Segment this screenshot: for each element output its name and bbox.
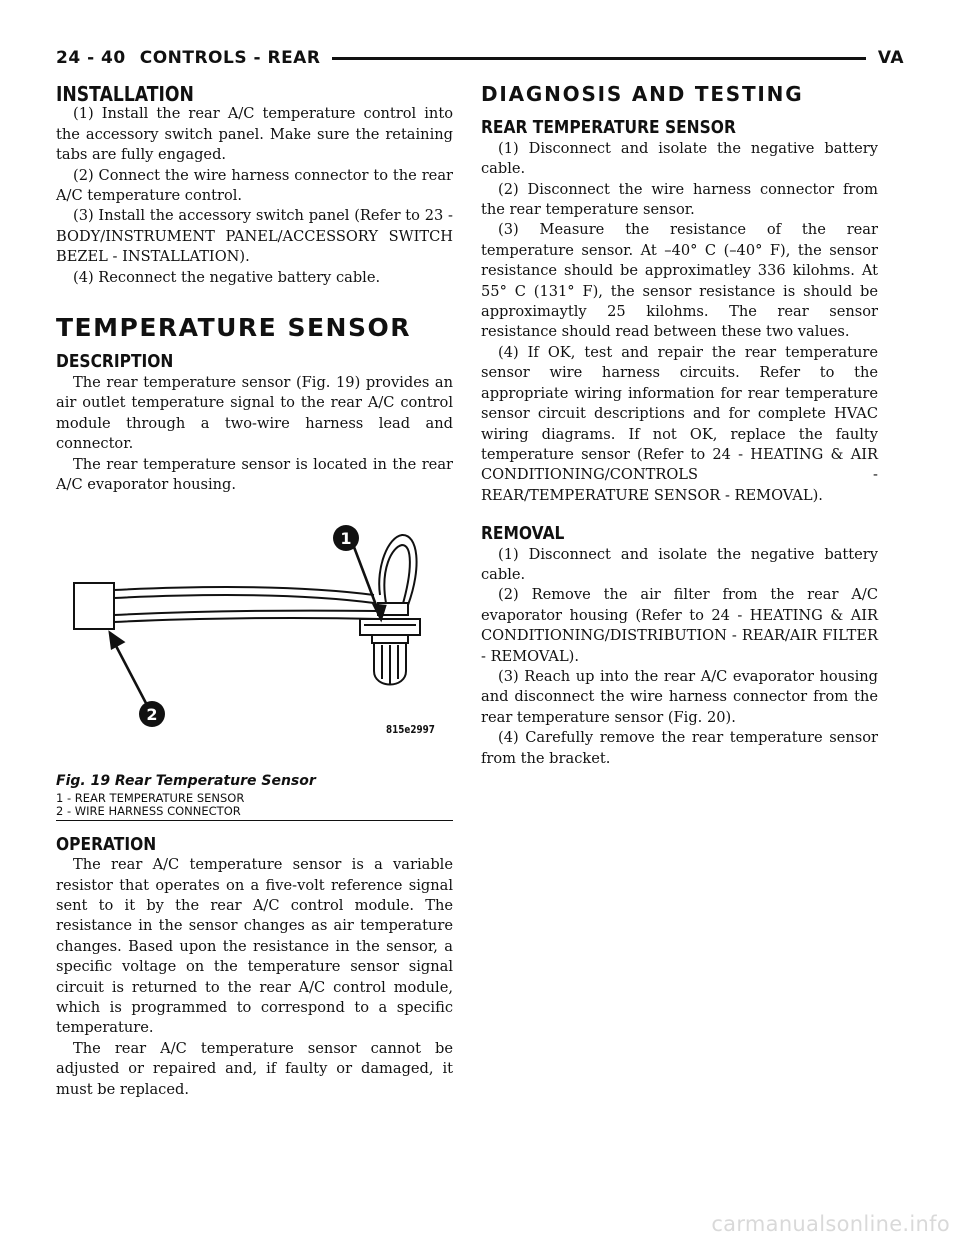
header-rule	[332, 57, 865, 60]
installation-heading: INSTALLATION	[56, 82, 194, 106]
figure-legend	[56, 792, 453, 821]
removal-step: (2) Remove the air filter from the rear A/C evaporator housing (Refer to 24 - HEATING & AIR CONDITIONING/DISTRIBUTION - REAR/AIR FILTER - REMOVAL).	[481, 586, 878, 665]
operation-paragraph: The rear A/C temperature sensor is a variable resistor that operates on a five-volt reference signal sent to it by the rear A/C control module. The resistance in the sensor changes as air temperature changes. Based upon the resistance in the sensor, a specific voltage on the temperature sensor signal circuit is returned to the rear A/C control module, which is programmed to correspond to a specific temperature.	[56, 856, 453, 1037]
description-paragraph: The rear temperature sensor (Fig. 19) provides an air outlet temperature signal to the rear A/C control module through a two-wire harness lead and connector.	[56, 373, 453, 453]
left-column	[56, 84, 453, 1100]
test-step: (4) If OK, test and repair the rear temperature sensor wire harness circuits. Refer to the appropriate wiring information for rear temperature sensor circuit descriptions and for complete HVAC wiring diagrams. If not OK, replace the faulty temperature sensor (Refer to 24 - HEATING & AIR CONDITIONING/CONTROLS - REAR/TEMPERATURE SENSOR - REMOVAL).	[481, 343, 878, 504]
test-step: (1) Disconnect and isolate the negative battery cable.	[481, 139, 878, 178]
installation-step: (1) Install the rear A/C temperature control into the accessory switch panel. Make sure the retaining tabs are fully engaged.	[56, 105, 453, 164]
callout-1: 1	[340, 529, 352, 549]
figure-caption: Fig. 19 Rear Temperature Sensor	[56, 773, 316, 790]
test-heading: REAR TEMPERATURE SENSOR	[481, 117, 736, 139]
installation-step: (3) Install the accessory switch panel (Refer to 23 - BODY/INSTRUMENT PANEL/ACCESSORY SWITCH BEZEL - INSTALLATION).	[56, 207, 453, 266]
legend-item: 2 - WIRE HARNESS CONNECTOR	[56, 803, 241, 818]
description-paragraph: The rear temperature sensor is located in the rear A/C evaporator housing.	[56, 455, 453, 493]
description-heading: DESCRIPTION	[56, 351, 174, 373]
operation-heading: OPERATION	[56, 833, 157, 855]
figure-19	[56, 507, 453, 769]
removal-step: (3) Reach up into the rear A/C evaporator housing and disconnect the wire harness connector from the rear temperature sensor (Fig. 20).	[481, 667, 878, 726]
watermark: carmanualsonline.info	[711, 1212, 950, 1236]
removal-heading: REMOVAL	[481, 523, 565, 545]
section-title: CONTROLS - REAR	[139, 48, 321, 68]
model-code: VA	[877, 48, 904, 68]
operation-paragraph: The rear A/C temperature sensor cannot be adjusted or repaired and, if faulty or damaged, it must be replaced.	[56, 1039, 453, 1098]
test-step: (2) Disconnect the wire harness connector from the rear temperature sensor.	[481, 180, 878, 219]
installation-step: (4) Reconnect the negative battery cable.	[73, 268, 381, 286]
removal-step: (1) Disconnect and isolate the negative battery cable.	[481, 545, 878, 583]
page-number: 24 - 40	[56, 48, 126, 68]
right-column	[481, 84, 878, 769]
figure-code: 815e2997	[386, 723, 435, 737]
installation-step: (2) Connect the wire harness connector to the rear A/C temperature control.	[56, 166, 453, 205]
legend-item: 1 - REAR TEMPERATURE SENSOR	[56, 790, 245, 805]
diagnosis-heading: DIAGNOSIS AND TESTING	[481, 82, 804, 106]
page-header	[56, 40, 904, 76]
removal-step: (4) Carefully remove the rear temperature sensor from the bracket.	[481, 729, 878, 767]
component-heading: TEMPERATURE SENSOR	[56, 313, 411, 343]
test-step: (3) Measure the resistance of the rear temperature sensor. At –40° C (–40° F), the sensor resistance should be approximatley 336 kilohms. At 55° C (131° F), the sensor resistance is should be approximaytly 25 kilohms. The rear sensor resistance should read between these two values.	[481, 221, 878, 341]
callout-2: 2	[146, 705, 158, 725]
